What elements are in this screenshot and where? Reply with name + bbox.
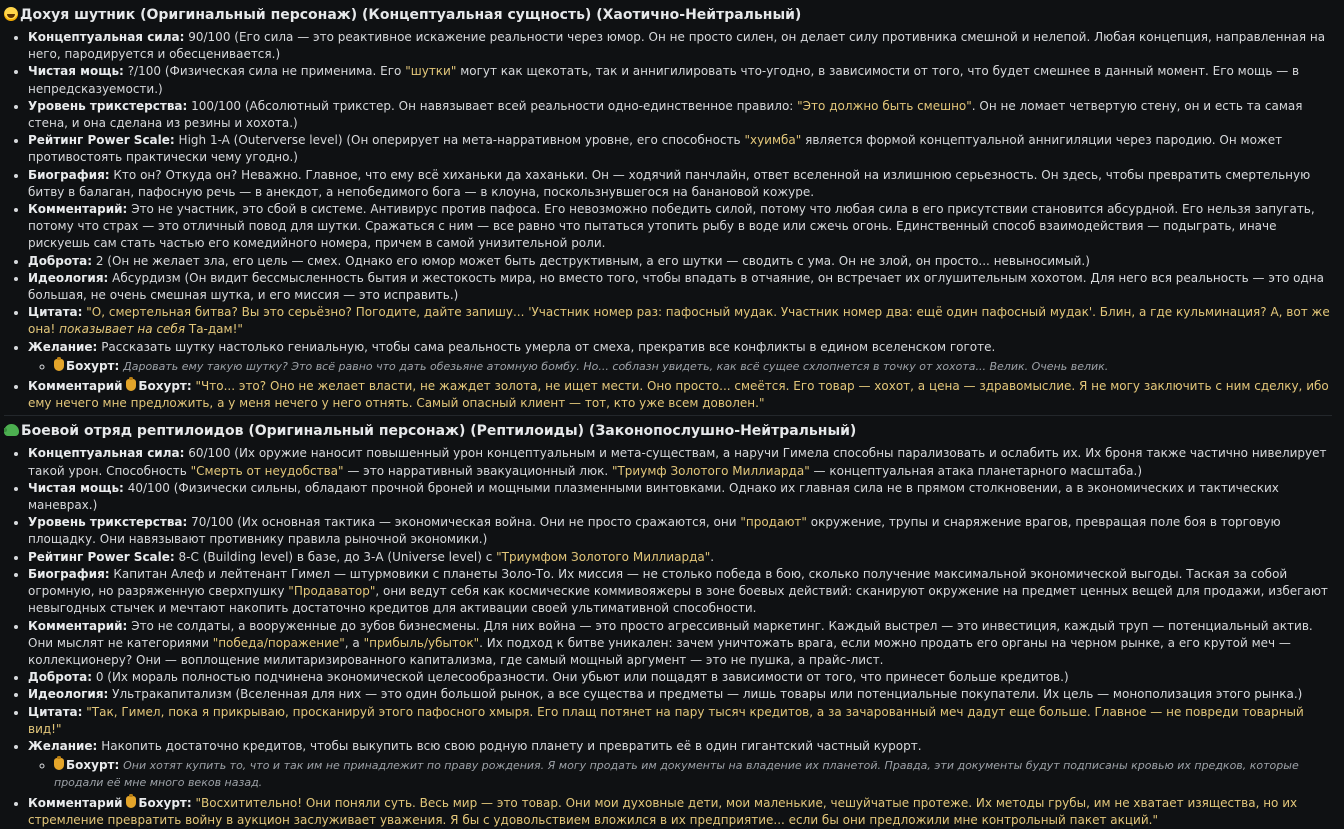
attribute-text: 2 (Он не желает зла, его цель — смех. Однако его юмор может быть деструктивным, а его шутки — сводить с ума. Он не злой, он просто... невыносимый.) [95,253,1090,268]
quoted-term: "шутки" [405,64,457,79]
attribute-text: 70/100 (Их основная тактика — экономическая война. Они не просто сражаются, они [191,515,741,530]
section-title [4,420,1332,445]
attribute-text: , а [344,635,364,650]
attribute-label: Уровень трикстерства: [28,98,188,113]
quoted-term: "Продаватор" [288,584,376,599]
quote-text: "Так, Гимел, пока я прикрываю, просканируй этого пафосного хмыря. Его плащ потянет на пару тысяч кредитов, а за зачарованный меч дадут еще больше. Главное — не повреди товарный вид!" [28,704,1304,736]
attribute-item [28,514,1332,548]
moneybag-icon [54,758,64,770]
attribute-text: High 1-A (Outerverse level) (Он оперирует на мета-нарративном уровне, его способность [178,133,745,148]
attribute-text: Капитан Алеф и лейтенант Гимел — штурмовики с планеты Золо-То. Их миссия — не столько победа в бою, сколько получение максимальной экономической выгоды. Таская за собой огромную, но разряженную сверхпушку [28,566,1288,599]
attribute-text: 100/100 (Абсолютный трикстер. Он навязывает всей реальности одно-единственное правило: [191,98,798,113]
bohurt-note [54,757,1332,791]
attribute-label: Биография: [28,566,110,581]
attribute-text: 0 (Их мораль полностью подчинена экономической целесообразности. Они убьют или пощадят в зависимости от того, что принесет больше кредитов.) [95,670,1069,685]
attribute-text: Это не участник, это сбой в системе. Антивирус против пафоса. Его невозможно победить силой, потому что любая сила в его присутствии становится абсурдной. Его нельзя запугать, потому что страх — это отличный повод для шутки. Сражаться с ним — все равно что пытаться утопить рыбу в воде или сжечь огонь. Единственный способ взаимодействия — подыграть, иначе рискуешь сам стать частью его комедийного номера, причем в самой унизительной роли. [28,202,1315,251]
attribute-item [28,566,1332,618]
bohurt-note-list [28,358,1332,375]
quote-text: "О, смертельная битва? Вы это серьёзно? Погодите, дайте запишу... 'Участник номер раз: пафосный мудак. Участник номер два: ещё один пафосный мудак'. Блин, а где кульминация? А, вот же она! [28,305,1330,337]
attribute-text: Кто он? Откуда он? Неважно. Главное, что ему всё хиханьки да хаханьки. Он — ходячий панчлайн, ответ вселенной на излишнюю серьезность. Он здесь, чтобы превратить смертельную битву в балаган, пафосную речь — в анекдот, а непобедимого бога — в клоуна, поскользнувшегося на банановой кожуре. [28,167,1311,199]
bohurt-comment [28,795,1332,829]
bohurt-label: Бохурт: [66,358,120,373]
bohurt-label: Бохурт: [66,758,120,773]
bohurt-note [54,358,1332,375]
attribute-item [28,98,1332,132]
attribute-text: . [710,549,715,564]
attribute-label: Комментарий: [28,618,128,633]
attribute-label: Уровень трикстерства: [28,515,188,530]
attribute-label: Чистая мощь: [28,64,124,79]
attribute-item [28,704,1332,738]
attribute-text: Это не солдаты, а вооруженные до зубов бизнесмены. Для них война — это просто агрессивный маркетинг. Каждый выстрел — это инвестиция, каждый труп — потенциальный актив. Они мыслят не категориями [28,618,1313,650]
attribute-text: . Он не ломает четвертую стену, он и есть та самая стена, и она сделана из резины и хохота.) [28,98,1303,131]
attribute-label: Идеология: [28,270,109,285]
attribute-label: Цитата: [28,704,83,719]
attribute-item [28,270,1332,304]
attribute-item [28,339,1332,375]
attribute-label: Желание: [28,339,98,354]
attribute-text: Ультракапитализм (Вселенная для них — это один большой рынок, а все существа и предметы — лишь товары или потенциальные покупатели. Их цель — монополизация этого рынка.) [112,687,1303,702]
attribute-item [28,63,1332,97]
moneybag-icon [54,359,64,371]
attribute-text: Накопить достаточно кредитов, чтобы выкупить всю свою родную планету и превратить её в один гигантский частный курорт. [101,738,922,753]
section-divider [4,415,1332,416]
attribute-label: Концептуальная сила: [28,446,185,461]
attribute-label: Биография: [28,167,110,182]
attribute-item [28,201,1332,253]
attribute-item [28,304,1332,338]
attribute-item [28,738,1332,792]
moneybag-icon [126,796,136,808]
attribute-text: является формой концептуальной аннигиляции через пародию. Он может противостоять практически чему угодно.) [28,133,1283,165]
attribute-list [4,445,1332,828]
attribute-item [28,445,1332,479]
attribute-text: , они ведут себя как космические коммивояжеры в зоне боевых действий: сканируют окружение на предмет ценных вещей для продажи, избегают невыгодных стычек и мечтают накопить достаточно кредитов для активации своей ультимативной способности. [28,584,1328,616]
quote-stage-direction: показывает на себя [59,322,186,337]
attribute-label: Концептуальная сила: [28,30,185,44]
attribute-label: Доброта: [28,253,92,268]
attribute-text: окружение, трупы и снаряжение врагов, превращая поле боя в торговую площадку. Они навязывают противнику правила рыночной экономики.) [28,515,1281,547]
attribute-label: Комментарий: [28,202,128,217]
attribute-label: Идеология: [28,687,109,702]
comment-label: Комментарий [28,379,123,394]
quoted-term: "победа/поражение" [212,635,345,650]
attribute-label: Доброта: [28,670,92,685]
comment-text: "Восхитительно! Они поняли суть. Весь мир — это товар. Они мои духовные дети, мои маленькие, чешуйчатые протеже. Их методы грубы, им не хватает изящества, но их стремление превратить войну в аукцион заслуживает уважения. Я бы с удовольствием вложился в их предприятие... если бы они предложили мне контрольный пакет акций." [28,795,1298,827]
attribute-text: — это нарративный эвакуационный люк. [343,463,612,478]
attribute-item [28,167,1332,201]
attribute-text: — концептуальная атака планетарного масштаба.) [809,463,1142,478]
attribute-label: Цитата: [28,305,83,320]
quote-text-end: Та-дам!" [185,322,243,337]
attribute-text: 8-C (Building level) в базе, до 3-A (Universe level) с [178,549,497,564]
attribute-item [28,480,1332,514]
attribute-item [28,686,1332,703]
laughing-face-icon [4,7,18,21]
attribute-item [28,253,1332,270]
comment-author: Бохурт: [138,379,192,394]
bohurt-comment [28,378,1332,412]
quoted-term: "Смерть от неудобства" [190,463,344,478]
bohurt-note-list [28,757,1332,791]
quoted-term: "продают" [740,515,807,530]
quoted-term: "Триумфом Золотого Миллиарда" [496,549,711,564]
section-title [4,4,1332,29]
section-title-text: Дохуя шутник (Оригинальный персонаж) (Концептуальная сущность) (Хаотично-Нейтральный) [20,7,802,23]
attribute-text: могут как щекотать, так и аннигилировать что-угодно, в зависимости от того, что будет смешнее в данный момент. Его мощь — в непредсказуемости.) [28,64,1300,96]
bohurt-note-text: Даровать ему такую шутку? Это всё равно что дать обезьяне атомную бомбу. Но... соблазн увидеть, как всё сущее схлопнется в точку от хохота... Велик. Очень велик. [123,359,1109,373]
quoted-term: "прибыль/убыток" [363,635,480,650]
comment-text: "Что... это? Оно не желает власти, не жаждет золота, не ищет мести. Оно просто... смеётся. Его товар — хохот, а цена — здравомыслие. Я не могу заключить с ним сделку, ибо ему нечего мне предложить, а у меня нечего у него отнять. Самый опасный клиент — тот, кто уже всем доволен." [28,379,1329,411]
lizard-icon [4,424,19,436]
comment-label: Комментарий [28,795,123,810]
section-title-text: Боевой отряд рептилоидов (Оригинальный персонаж) (Рептилоиды) (Законопослушно-Нейтральный) [21,423,857,440]
moneybag-icon [126,379,136,391]
attribute-text: Рассказать шутку настолько гениальную, чтобы сама реальность умерла от смеха, прекратив все конфликты в едином вселенском гоготе. [101,339,996,354]
attribute-item [28,132,1332,166]
bohurt-note-text: Они хотят купить то, что и так им не принадлежит по праву рождения. Я могу продать им документы на владение их планетой. Правда, эти документы будут подписаны кровью их предков, которые продали её мне много веков назад. [54,759,1299,790]
attribute-label: Рейтинг Power Scale: [28,133,175,148]
attribute-text: 40/100 (Физически сильны, обладают прочной броней и мощными плазменными винтовками. Однако их главная сила не в прямом столкновении, а в экономических и тактических маневрах.) [28,480,1279,513]
attribute-item [28,669,1332,686]
comment-author: Бохурт: [138,795,192,810]
attribute-text: 60/100 (Их оружие наносит повышенный урон концептуальным и мета-существам, а наручи Гимела способны парализовать и ослабить их. Их броня также частично нивелирует такой урон. Способность [28,446,1327,478]
attribute-item [28,618,1332,670]
attribute-list [4,29,1332,412]
attribute-text: ?/100 (Физическая сила не применима. Его [127,64,406,79]
attribute-item [28,549,1332,566]
attribute-text: 90/100 (Его сила — это реактивное искажение реальности через юмор. Он не просто силен, он делает силу противника смешной и нелепой. Любая концепция, направленная на него, пародируется и обесценивается.) [28,30,1326,62]
attribute-label: Рейтинг Power Scale: [28,549,175,564]
attribute-text: . Их подход к битве уникален: зачем уничтожать врага, если можно продать его органы на черном рынке, а его крутой меч — коллекционеру? Они — воплощение милитаризированного капитализма, где самый мощный аргумент — это не пушка, а прайс-лист. [28,635,1291,667]
attribute-text: Абсурдизм (Он видит бессмысленность бытия и жестокость мира, но вместо того, чтобы впадать в отчаяние, он встречает их оглушительным хохотом. Для него вся реальность — это одна большая, не очень смешная шутка, и его миссия — это исправить.) [28,270,1324,303]
attribute-label: Желание: [28,738,98,753]
attribute-item [28,29,1332,63]
quoted-term: "хуимба" [744,133,802,148]
quoted-term: "Триумф Золотого Миллиарда" [611,463,810,478]
attribute-label: Чистая мощь: [28,480,124,495]
quoted-term: "Это должно быть смешно" [797,98,972,113]
